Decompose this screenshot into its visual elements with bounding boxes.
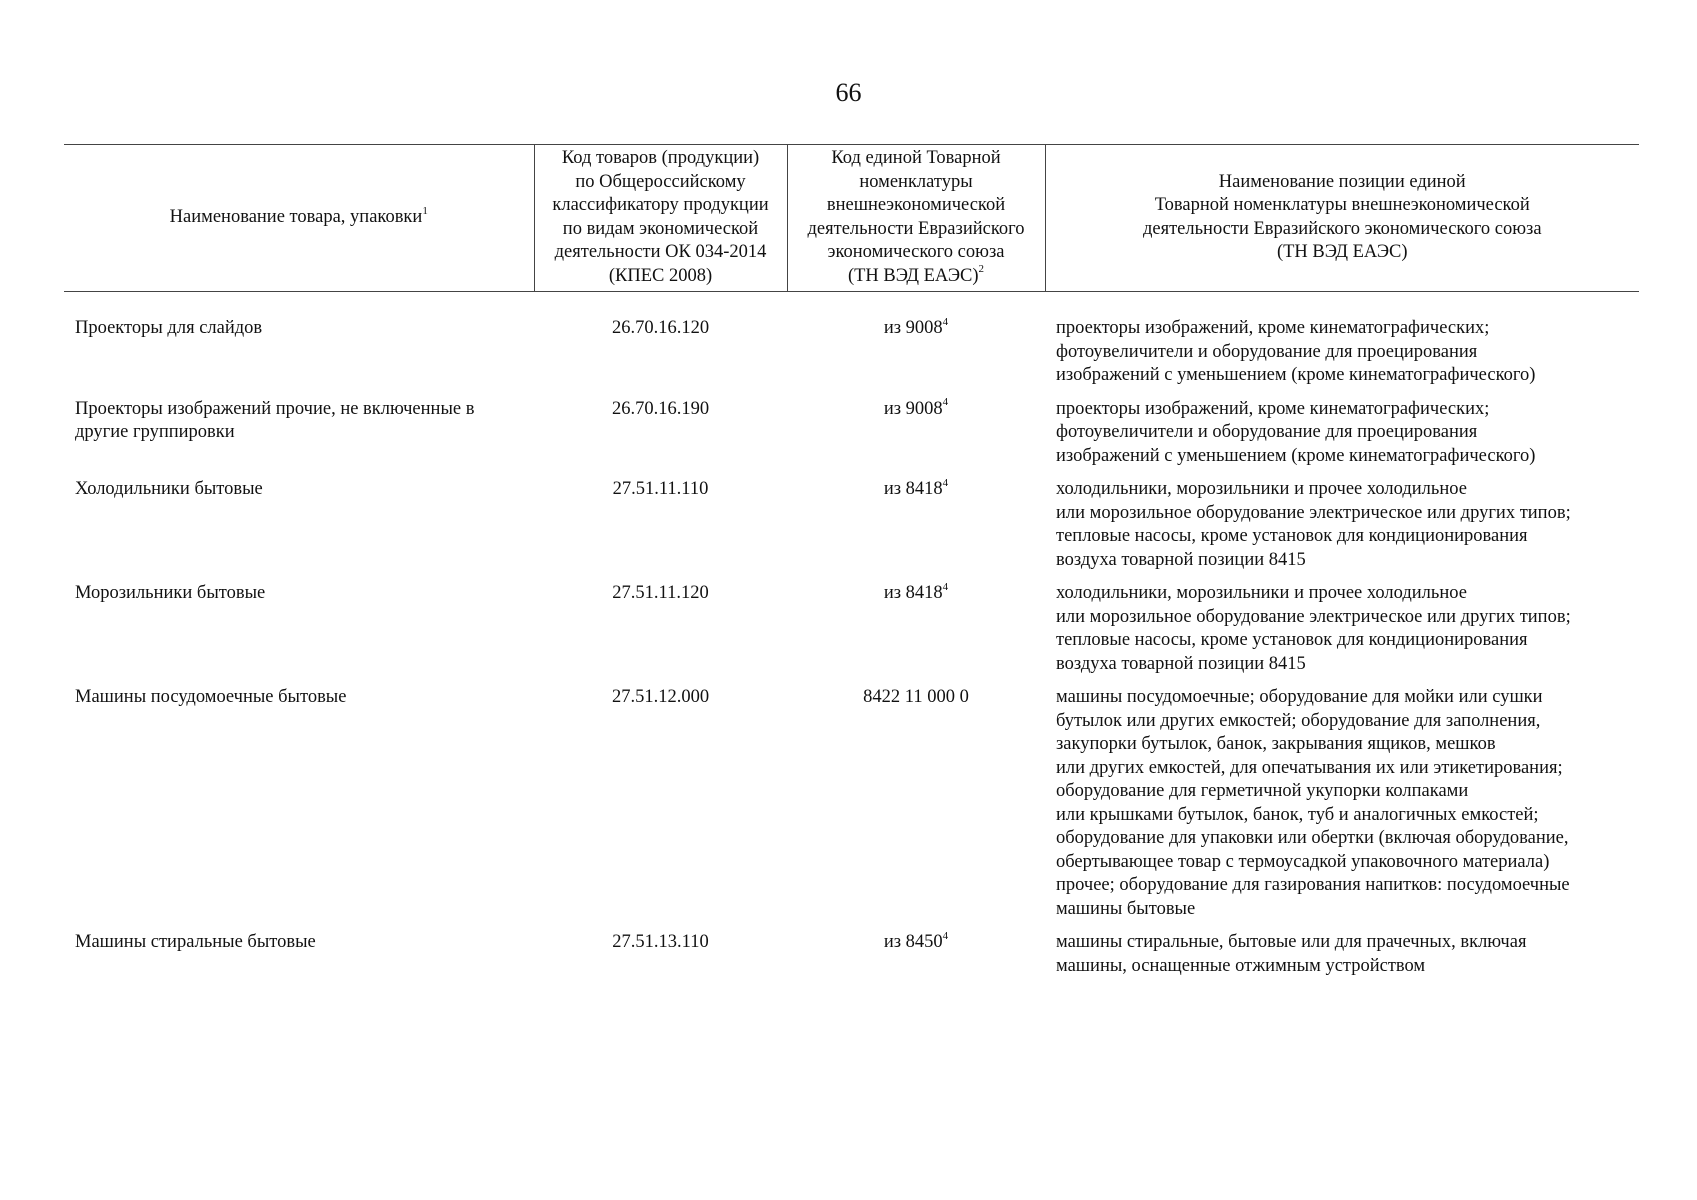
okpd-code-cell: 27.51.11.120 [612, 583, 709, 603]
description-line: машины стиральные, бытовые или для прачечных, включая [1056, 932, 1527, 952]
description-line: проекторы изображений, кроме кинематографических; [1056, 398, 1490, 419]
tnved-code-cell: из 8450$^4$ [883, 929, 949, 952]
footnote-mark: 4 [942, 396, 949, 409]
description-line: или морозильное оборудование электрическое или других типов; [1056, 502, 1571, 523]
description-line: изображений с уменьшением (кроме кинематографического) [1056, 365, 1536, 385]
tnved-code-cell: 8422 11 000 0 [863, 687, 969, 707]
header-line: Код товаров (продукции) [561, 148, 760, 168]
description-line: холодильники, морозильники и прочее холодильное [1056, 479, 1467, 499]
footnote-mark: 4 [942, 476, 949, 489]
goods-name-cell: Машины посудомоечные бытовые [75, 687, 347, 707]
description-line: холодильники, морозильники и прочее холодильное [1056, 583, 1467, 603]
okpd-code-cell: 27.51.13.110 [612, 932, 709, 952]
table-header [64, 145, 1639, 292]
description-line: тепловые насосы, кроме установок для кондиционирования [1056, 526, 1528, 546]
goods-name-cell: Морозильники бытовые [75, 583, 266, 603]
header-line: Товарной номенклатуры внешнеэкономической [1154, 195, 1530, 215]
okpd-code-cell: 26.70.16.190 [611, 398, 710, 419]
tnved-code-cell: из 9008$^4$ [883, 315, 949, 338]
description-line: или морозильное оборудование электрическое или других типов; [1056, 606, 1571, 627]
tnved-description-cell [1045, 292, 1639, 388]
description-line: обертывающее товар с термоусадкой упаковочного материала) [1056, 851, 1550, 872]
page-number: 66 [835, 78, 862, 107]
tnved-code-cell: из 9008$^4$ [883, 396, 949, 419]
tnved-description-cell [1045, 676, 1639, 921]
description-line: фотоувеличители и оборудование для проецирования [1056, 422, 1478, 442]
table-row [64, 572, 1639, 676]
goods-name-cell: Машины стиральные бытовые [75, 932, 316, 952]
tnved-code-cell: из 8418$^4$ [883, 580, 949, 603]
description-line: изображений с уменьшением (кроме кинематографического) [1056, 445, 1536, 466]
description-line: оборудование для герметичной укупорки колпаками [1056, 781, 1469, 801]
description-line: воздуха товарной позиции 8415 [1056, 653, 1306, 674]
description-line: проекторы изображений, кроме кинематографических; [1056, 318, 1490, 338]
okpd-code-cell: 27.51.12.000 [611, 687, 710, 707]
header-line: (КПЕС 2008) [608, 265, 713, 286]
tnved-description-cell [1045, 468, 1639, 572]
header-line: классификатору продукции [552, 195, 769, 215]
header-line: деятельности Евразийского [807, 218, 1025, 239]
header-line: экономического союза [827, 242, 1005, 262]
footnote-mark: 4 [942, 315, 949, 328]
okpd-code-cell: 26.70.16.120 [611, 318, 710, 338]
header-line: Наименование позиции единой [1218, 171, 1466, 192]
table-body [64, 292, 1639, 979]
table-row [64, 468, 1639, 572]
description-line: тепловые насосы, кроме установок для кондиционирования [1056, 630, 1528, 650]
header-line: Код единой Товарной [831, 148, 1001, 168]
table-row [64, 292, 1639, 388]
header-line: по Общероссийскому [575, 171, 746, 192]
header-line: (ТН ВЭД ЕАЭС) [1276, 242, 1408, 262]
header-line: деятельности Евразийского экономического союза [1142, 218, 1542, 239]
description-line: машины бытовые [1056, 898, 1196, 919]
header-tnved-name [1045, 145, 1639, 292]
description-line: машины, оснащенные отжимным устройством [1056, 955, 1426, 976]
footnote-mark: 2 [978, 263, 985, 276]
description-line: машины посудомоечные; оборудование для мойки или сушки [1056, 687, 1543, 707]
description-line: или других емкостей, для опечатывания их или этикетирования; [1056, 757, 1563, 778]
tnved-description-cell [1045, 921, 1639, 978]
table-row [64, 388, 1639, 469]
description-line: воздуха товарной позиции 8415 [1056, 549, 1306, 570]
header-line: номенклатуры [859, 171, 973, 192]
goods-name-cell: Холодильники бытовые [75, 479, 263, 499]
table-row [64, 921, 1639, 978]
description-line: бутылок или других емкостей; оборудование для заполнения, [1056, 710, 1541, 731]
goods-name-cell: Проекторы изображений прочие, не включенные в другие группировки [75, 398, 475, 442]
header-okpd-code [534, 145, 787, 292]
description-line: прочее; оборудование для газирования напитков: посудомоечные [1056, 875, 1570, 895]
description-line: закупорки бутылок, банок, закрывания ящиков, мешков [1056, 734, 1496, 754]
header-line: (ТН ВЭД ЕАЭС)$^2$ [847, 263, 985, 286]
footnote-mark: 1 [422, 204, 428, 217]
okpd-code-cell: 27.51.11.110 [612, 479, 709, 499]
footnote-mark: 4 [942, 929, 949, 942]
tnved-description-cell [1045, 572, 1639, 676]
header-line: внешнеэкономической [826, 195, 1006, 215]
footnote-mark: 4 [942, 580, 949, 593]
header-line: по видам экономической [562, 218, 759, 239]
header-goods-name: Наименование товара, упаковки$^1$ [64, 145, 534, 292]
header-line: деятельности ОК 034-2014 [554, 242, 767, 262]
goods-table [64, 144, 1639, 978]
tnved-code-cell: из 8418$^4$ [883, 476, 949, 499]
description-line: оборудование для упаковки или обертки (включая оборудование, [1056, 828, 1569, 848]
table-row [64, 676, 1639, 921]
tnved-description-cell [1045, 388, 1639, 469]
description-line: или крышками бутылок, банок, туб и аналогичных емкостей; [1056, 804, 1539, 825]
goods-name-cell: Проекторы для слайдов [75, 318, 263, 338]
description-line: фотоувеличители и оборудование для проецирования [1056, 341, 1478, 362]
header-tnved-code [787, 145, 1045, 292]
